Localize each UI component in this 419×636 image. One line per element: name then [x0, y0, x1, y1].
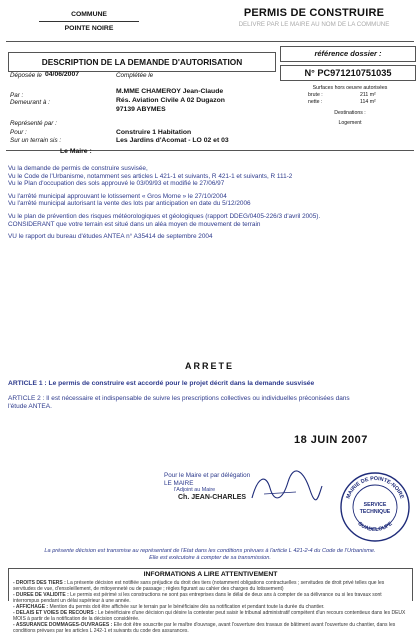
article-2-line: l'étude ANTEA.: [8, 403, 52, 410]
permit-header: [214, 7, 414, 28]
signature-role: l'Adjoint au Maire: [174, 487, 216, 493]
representative-label: Représenté par :: [10, 120, 57, 127]
signature-delegation: Pour le Maire et par délégation: [164, 472, 251, 479]
stamp-bottom-text: GUADELOUPE: [356, 520, 394, 534]
transmission-notice: [18, 548, 402, 562]
info-item-key: - DELAIS ET VOIES DE RECOURS :: [13, 610, 97, 616]
consideration-item: Vu l'arrêté municipal autorisant la vente des lots par anticipation en date du 5/12/2006: [8, 200, 251, 208]
date-stamp: 18 JUIN 2007: [294, 434, 368, 446]
notice-line: Elle est exécutoire à compter de sa transmission.: [149, 555, 271, 561]
document-subtitle: DELIVRE PAR LE MAIRE AU NOM DE LA COMMUNE: [238, 21, 390, 28]
stamp-center-line2: TECHNIQUE: [359, 509, 391, 515]
applicant-name: M.MME CHAMEROY Jean-Claude: [116, 88, 224, 95]
info-item-key: - AFFICHAGE :: [13, 604, 49, 610]
information-text: [9, 578, 412, 636]
nette-label: nette :: [308, 99, 323, 105]
article-2: [8, 395, 412, 411]
information-title: INFORMATIONS A LIRE ATTENTIVEMENT: [143, 571, 278, 578]
notice-line: La présente décision est transmise au représentant de l'Etat dans les conditions prévues à l'article L 421-2-4 du Code de l'Urbanisme.: [44, 548, 376, 554]
stamp-center-line1: SERVICE: [363, 502, 387, 508]
mayor-heading: Le Maire :: [60, 148, 92, 155]
info-item: [13, 592, 408, 604]
residence-line: Rés. Aviation Civile A 02 Dugazon: [116, 97, 225, 104]
article-2-line: ARTICLE 2 : Il est nécessaire et indispensable de suivre les prescriptions collectives ou individuelles préconisées dans: [8, 395, 350, 402]
info-item-key: - ASSURANCE DOMMAGES-OUVRAGES :: [13, 622, 113, 628]
article-1: ARTICLE 1 : Le permis de construire est accordé pour le projet décrit dans la demande susvisée: [8, 380, 315, 387]
destinations-value: Logement: [338, 120, 362, 126]
information-box: [8, 568, 413, 634]
by-label: Par :: [10, 92, 24, 99]
consideration-item: Vu le Plan d'occupation des sols approuvé le 03/09/93 et modifié le 27/06/97: [8, 180, 225, 188]
info-item-text: Mention du permis doit être affichée sur le terrain par le bénéficiaire dès sa notification et pendant toute la durée du chantier.: [49, 604, 325, 610]
decree-heading: ARRETE: [184, 361, 234, 371]
for-label: Pour :: [10, 129, 27, 136]
header-divider: [6, 41, 414, 42]
completed-label: Complétée le: [116, 72, 154, 79]
terrain-location: Les Jardins d'Acomat - LO 02 et 03: [116, 137, 229, 144]
official-stamp-icon: [339, 471, 411, 543]
consideration-item: CONSIDERANT que votre terrain est situé dans un aléa moyen de mouvement de terrain: [8, 220, 261, 228]
consideration-item: Vu la demande de permis de construire susvisée,: [8, 165, 148, 172]
stamp-top-text: MAIRIE DE POINTE-NOIRE: [345, 475, 405, 500]
info-item-key: - DUREE DE VALIDITE :: [13, 592, 69, 598]
commune-header: [14, 8, 164, 35]
destinations-label: Destinations :: [334, 110, 366, 116]
address-label: Demeurant à :: [10, 99, 50, 106]
project-description: Construire 1 Habitation: [116, 129, 192, 136]
info-item-text: Elle doit être souscrite par le maître d'ouvrage, avant l'ouverture des travaux de bâtiment avant l'ouverture du chantier, dans les conditions prévues par les articles L 242-1 et suivants du code des assurances.: [13, 622, 396, 634]
terrain-label: Sur un terrain sis :: [10, 137, 62, 144]
commune-label: COMMUNE: [71, 11, 107, 18]
consideration-item: Vu le Code de l'Urbanisme, notamment ses articles L 421-1 et suivants, R 421-1 et suivants, R 111-2: [8, 172, 293, 180]
svg-text:GUADELOUPE: [356, 521, 394, 533]
nette-value: 114 m²: [360, 99, 376, 105]
address-city: 97139 ABYMES: [116, 106, 166, 113]
reference-number: N° PC971210751035: [280, 65, 416, 81]
reference-label: référence dossier :: [280, 46, 416, 62]
info-item-text: Le permis est périmé si les constructions ne sont pas entreprises dans le délai de deux ans à compter de sa délivrance ou si les travaux sont interrompus pendant un délai supérieur à une année.: [13, 592, 382, 604]
handwritten-signature-icon: [244, 468, 324, 508]
document-title: PERMIS DE CONSTRUIRE: [243, 7, 385, 19]
info-item: [13, 580, 408, 592]
signature-block: [164, 472, 250, 502]
brute-label: brute :: [308, 92, 323, 98]
info-item: [13, 622, 408, 634]
description-title: DESCRIPTION DE LA DEMANDE D'AUTORISATION: [8, 52, 276, 72]
commune-name: POINTE NOIRE: [64, 25, 114, 32]
info-item-text: La présente décision est notifiée sans préjudice du droit des tiers (notamment obligations contractuelles ; servitudes de droit privé telles que les servitudes de vue, d'ensoleillement, de mitoyenneté ou de passage ; règles figurant au cahier des charges du lotissement): [13, 580, 385, 592]
deposit-date: 04/06/2007: [45, 71, 80, 78]
signatory-name: Ch. JEAN-CHARLES: [178, 494, 247, 501]
consideration-item: Vu l'arrêté municipal approuvant le lotissement « Gros Morne » le 27/10/2004: [8, 192, 227, 200]
signature-title: LE MAIRE: [164, 480, 194, 487]
deposit-label: Déposée le: [10, 72, 42, 79]
surfaces-label: Surfaces hors oeuvre autorisées: [312, 85, 388, 91]
info-item: [13, 610, 408, 622]
consideration-item: Vu le plan de prévention des risques météorologiques et géologiques (rapport DDEG/0405-226/3 d'avril 2005).: [8, 212, 321, 220]
info-item-key: - DROITS DES TIERS :: [13, 580, 66, 586]
brute-value: 211 m²: [360, 92, 376, 98]
considerations-list: [8, 165, 320, 241]
info-item-text: Le bénéficiaire d'une décision qui désire la contester peut saisir le tribunal administratif compétent d'un recours contentieux dans les DEUX MOIS à partir de la notification de la décision considérée.: [13, 610, 406, 622]
consideration-item: VU le rapport du bureau d'études ANTEA n° A35414 de septembre 2004: [8, 233, 213, 241]
